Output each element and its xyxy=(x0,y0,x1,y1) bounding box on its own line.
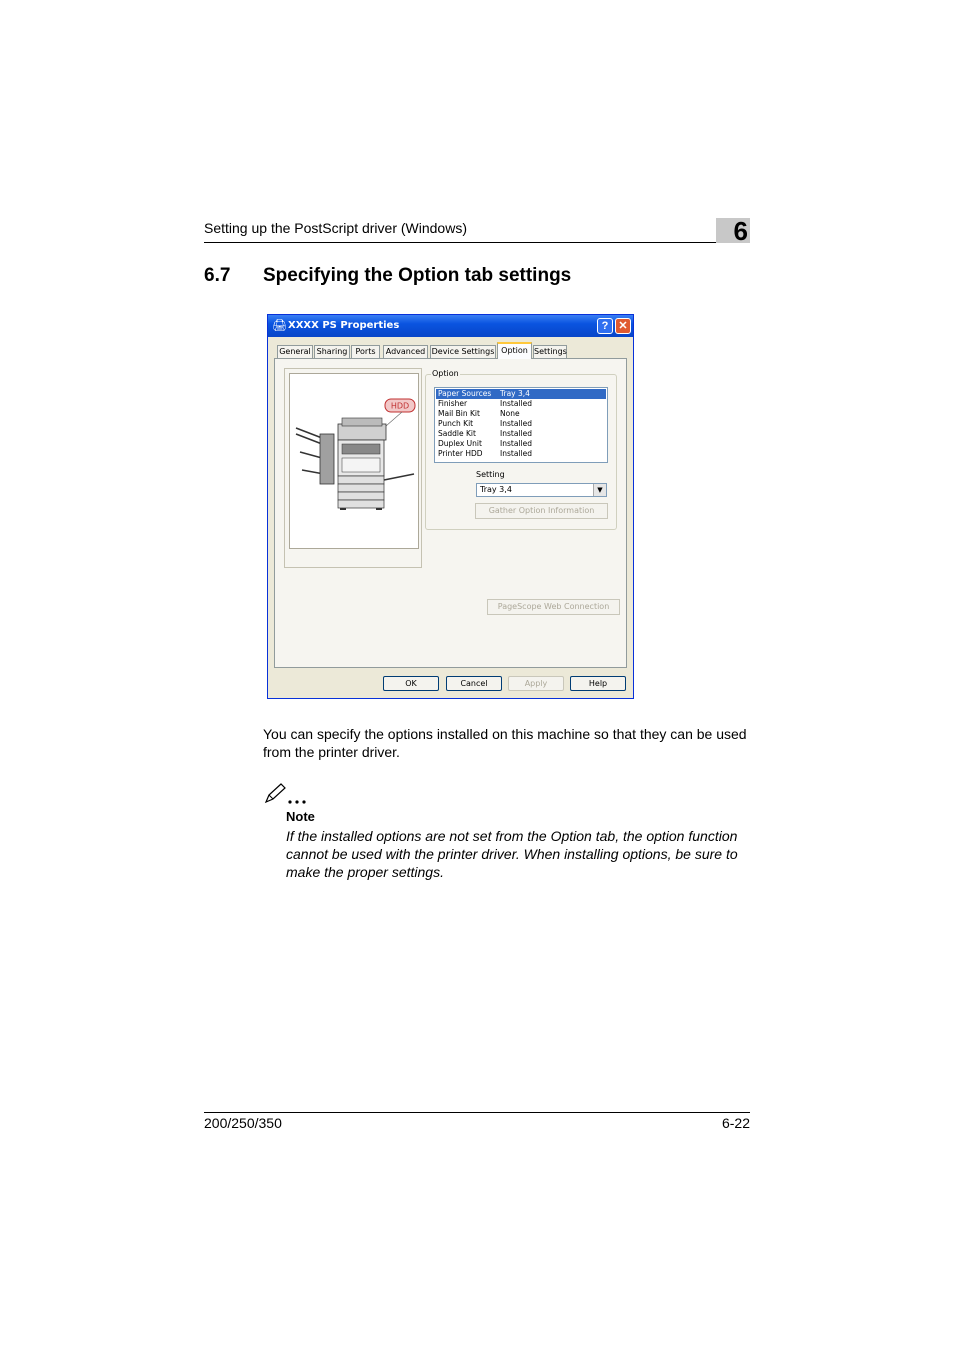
intro-paragraph: You can specify the options installed on this machine so that they can be used from the printer driver. xyxy=(263,726,747,760)
chapter-number: 6 xyxy=(733,216,748,246)
machine-preview xyxy=(289,373,419,549)
list-item[interactable]: Punch Kit Installed xyxy=(438,419,532,428)
option-group-label: Option xyxy=(432,369,459,378)
list-item[interactable]: Finisher Installed xyxy=(438,399,532,408)
tab-general[interactable]: General xyxy=(277,345,313,358)
footer-page-number: 6-22 xyxy=(721,1115,750,1131)
machine-preview-frame xyxy=(284,368,422,568)
dialog-title: XXXX PS Properties xyxy=(288,320,400,331)
cancel-button[interactable]: Cancel xyxy=(446,676,502,691)
dialog-titlebar[interactable] xyxy=(268,315,633,337)
footer-model: 200/250/350 xyxy=(204,1115,282,1131)
pagescope-web-connection-button[interactable]: PageScope Web Connection xyxy=(487,599,620,615)
gather-option-info-button[interactable]: Gather Option Information xyxy=(475,503,608,519)
note-body: If the installed options are not set from the Option tab, the option function cannot be used with the printer driver. When installing options, be sure to make the proper settings. xyxy=(286,828,738,880)
list-item[interactable]: Saddle Kit Installed xyxy=(438,429,532,438)
section-number: 6.7 xyxy=(204,265,231,286)
help-button[interactable]: Help xyxy=(570,676,626,691)
option-tab-panel xyxy=(274,358,627,668)
list-item[interactable]: Paper Sources Tray 3,4 xyxy=(436,389,606,399)
pencil-icon xyxy=(263,782,313,806)
list-item[interactable]: Mail Bin Kit None xyxy=(438,409,520,418)
title-help-button[interactable]: ? xyxy=(597,318,613,334)
list-item[interactable]: Duplex Unit Installed xyxy=(438,439,532,448)
title-close-button[interactable]: ✕ xyxy=(615,318,631,334)
tab-settings[interactable]: Settings xyxy=(534,347,567,356)
setting-select[interactable] xyxy=(476,483,607,497)
ok-button[interactable]: OK xyxy=(383,676,439,691)
tab-ports[interactable]: Ports xyxy=(351,345,380,358)
section-title: Specifying the Option tab settings xyxy=(263,265,572,286)
option-group xyxy=(425,369,617,530)
list-item[interactable]: Printer HDD Installed xyxy=(438,449,532,458)
tab-option[interactable]: Option xyxy=(497,342,532,359)
note-title: Note xyxy=(286,809,315,824)
running-header: Setting up the PostScript driver (Windows) xyxy=(204,220,467,236)
printer-icon: 🖨 xyxy=(272,318,288,332)
tab-sharing[interactable]: Sharing xyxy=(314,345,350,358)
tab-device-settings[interactable]: Device Settings xyxy=(431,347,495,356)
tab-advanced[interactable]: Advanced xyxy=(383,345,428,358)
hdd-badge: HDD xyxy=(390,401,410,411)
setting-value: Tray 3,4 xyxy=(480,485,512,494)
copier-illustration xyxy=(290,374,418,548)
setting-label: Setting xyxy=(476,470,505,479)
apply-button[interactable]: Apply xyxy=(508,676,564,691)
properties-dialog xyxy=(267,314,634,699)
option-list[interactable] xyxy=(434,387,608,463)
chevron-down-icon[interactable]: ▼ xyxy=(593,484,606,496)
header-rule xyxy=(204,242,716,243)
footer-rule xyxy=(204,1112,750,1113)
